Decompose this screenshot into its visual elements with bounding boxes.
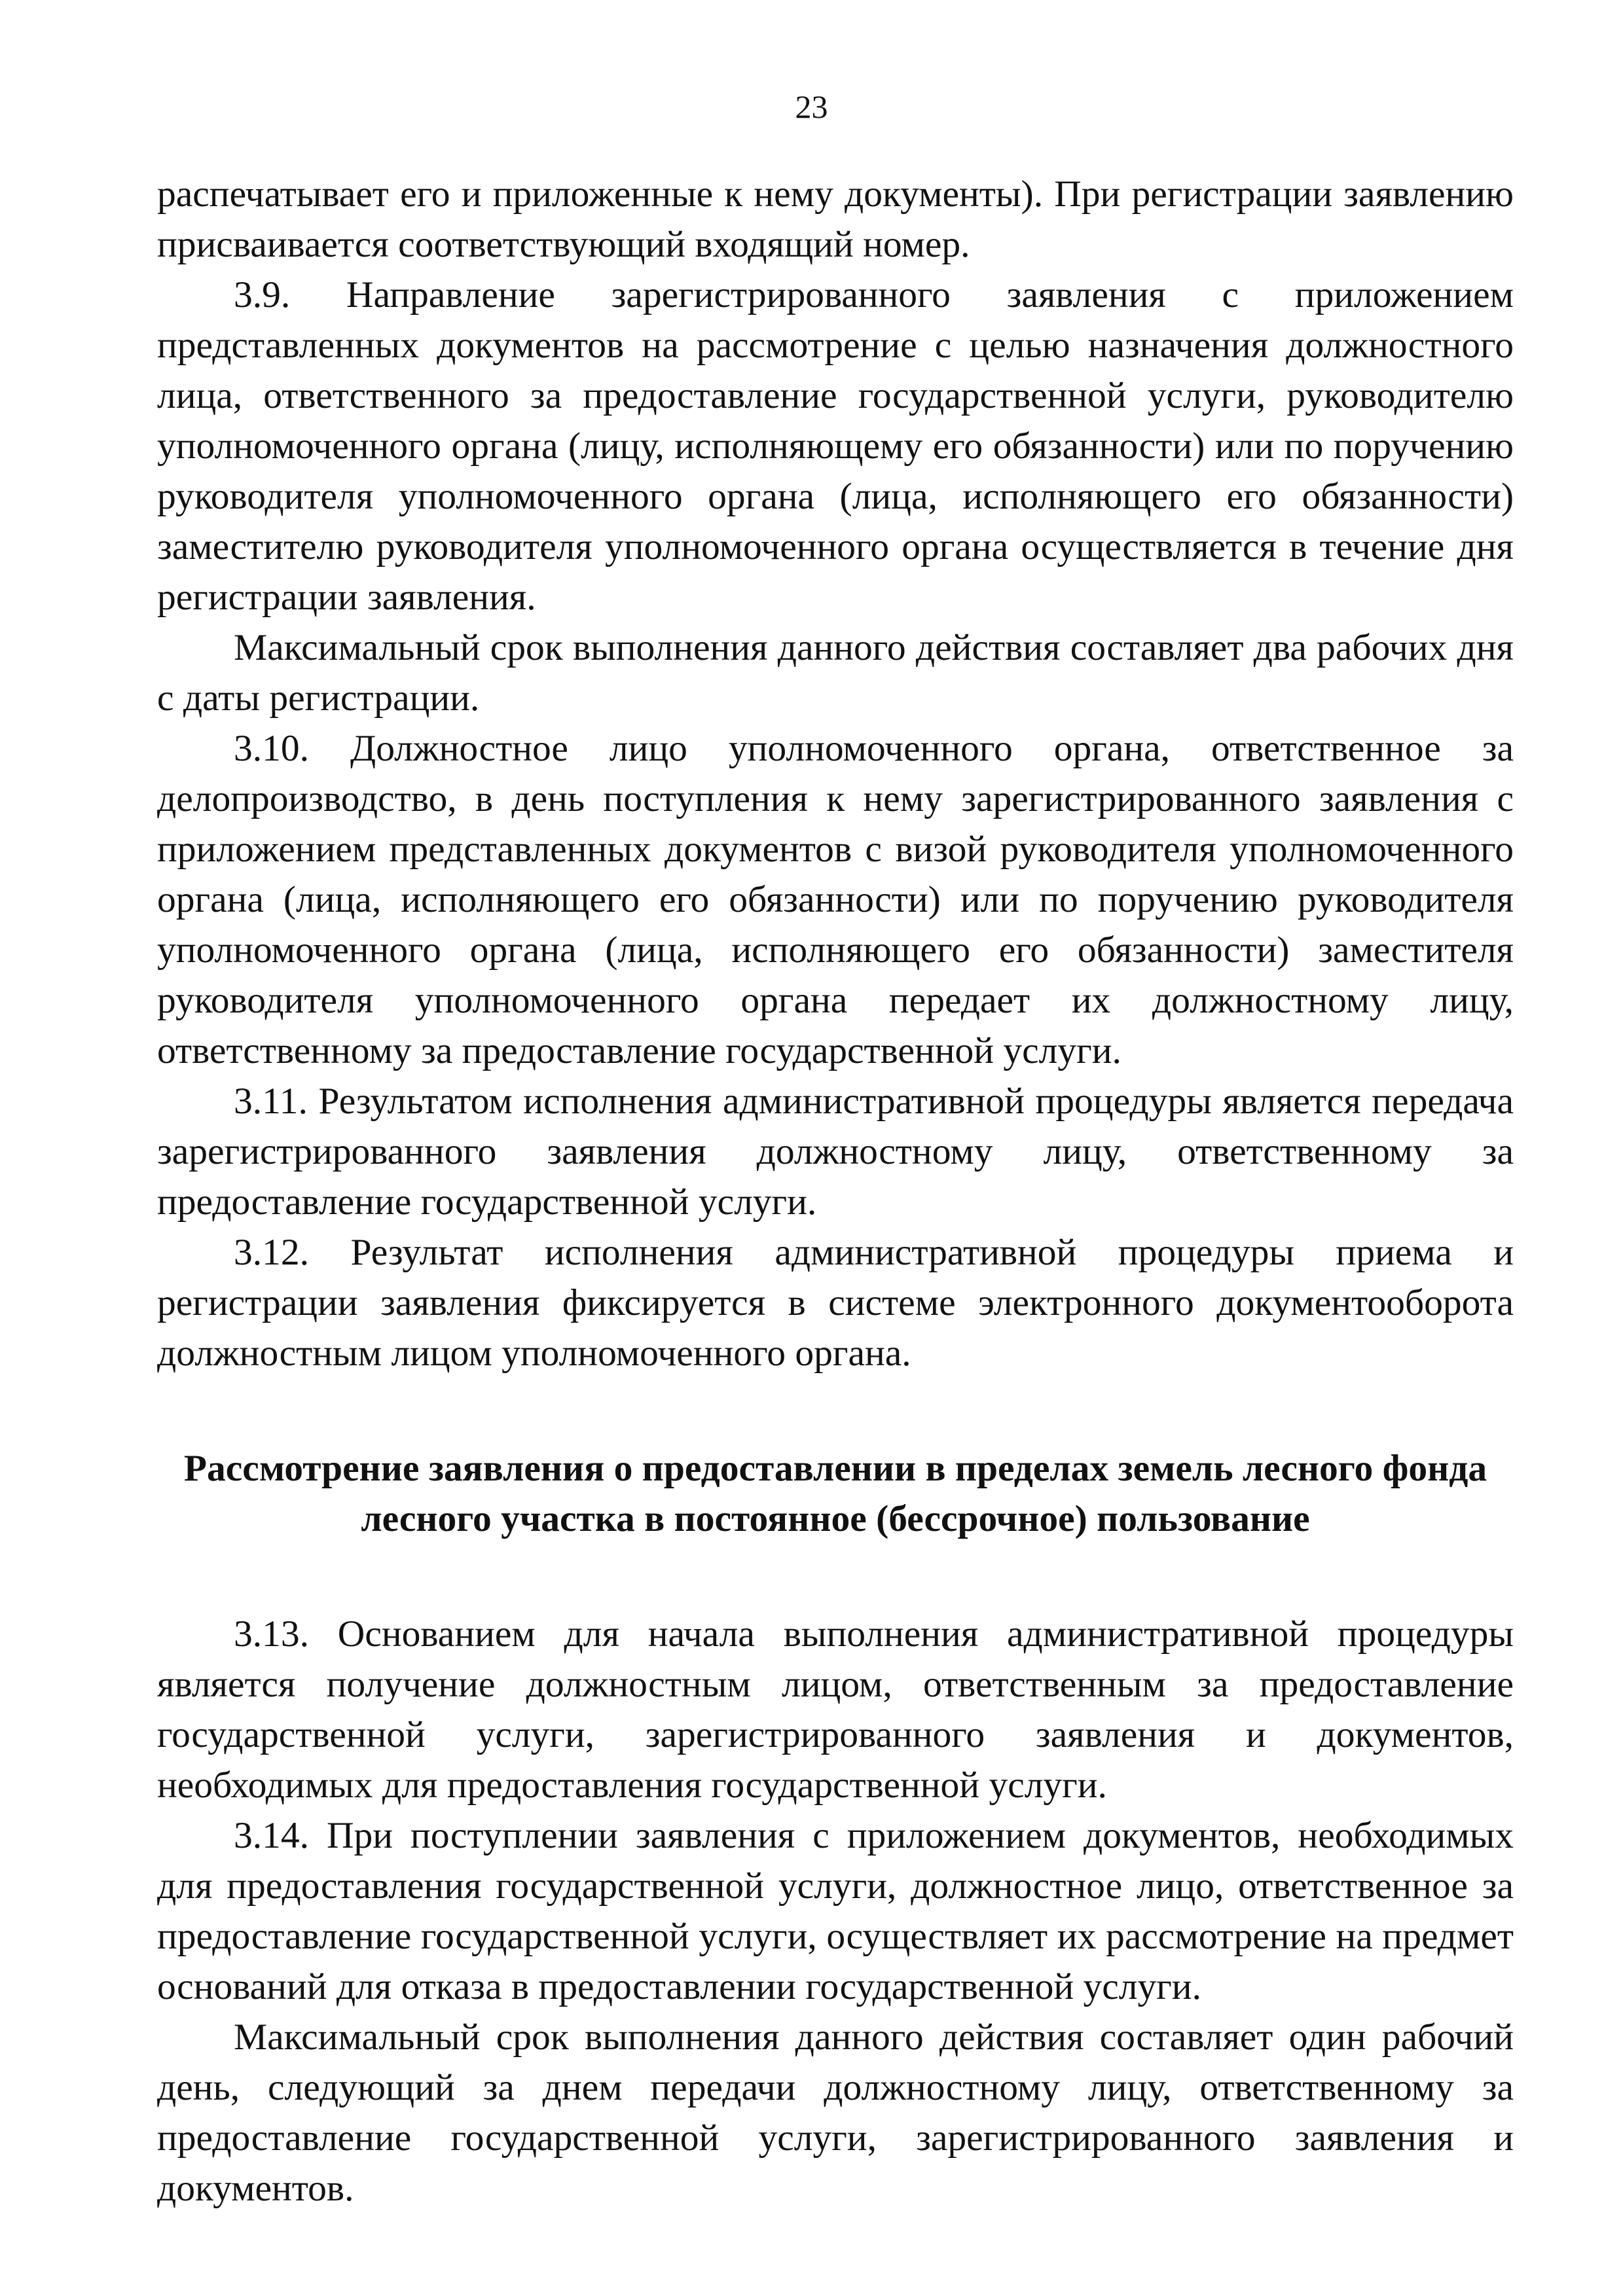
- paragraph-3-9-deadline: Максимальный срок выполнения данного действия составляет два рабочих дня с даты регистрации.: [157, 627, 1514, 719]
- paragraph-3-11: 3.11. Результатом исполнения административной процедуры является передача зарегистрированного заявления должностному лицу, ответственному за предоставление государственной услуги.: [157, 1081, 1514, 1223]
- paragraph-3-9: 3.9. Направление зарегистрированного заявления с приложением представленных документов на рассмотрение с целью назначения должностного лица, ответственного за предоставление государственной услуги, руководителю уполномоченного органа (лицу, исполняющему его обязанности) или по поручению руководителя уполномоченного органа (лица, исполняющего его обязанности) заместителю руководителя уполномоченного органа осуществляется в течение дня регистрации заявления.: [157, 274, 1514, 618]
- section-heading-line-2: лесного участка в постоянное (бессрочное) пользование: [361, 1498, 1310, 1539]
- paragraph-3-14-deadline: Максимальный срок выполнения данного действия составляет один рабочий день, следующий за днем передачи должностному лицу, ответственному за предоставление государственной услуги, зарегистрированного заявления и документов.: [157, 2017, 1514, 2209]
- paragraph-3-13: 3.13. Основанием для начала выполнения административной процедуры является получение должностным лицом, ответственным за предоставление государственной услуги, зарегистрированного заявления и документов, необходимых для предоставления государственной услуги.: [157, 1613, 1514, 1806]
- paragraph-3-14: 3.14. При поступлении заявления с приложением документов, необходимых для предоставления государственной услуги, должностное лицо, ответственное за предоставление государственной услуги, осуществляет их рассмотрение на предмет оснований для отказа в предоставлении государственной услуги.: [157, 1815, 1514, 2007]
- page-number: 23: [795, 88, 828, 125]
- paragraph-3-10: 3.10. Должностное лицо уполномоченного органа, ответственное за делопроизводство, в день поступления к нему зарегистрированного заявления с приложением представленных документов с визой руководителя уполномоченного органа (лица, исполняющего его обязанности) или по поручению руководителя уполномоченного органа (лица, исполняющего его обязанности) заместителя руководителя уполномоченного органа передает их должностному лицу, ответственному за предоставление государственной услуги.: [157, 728, 1514, 1071]
- section-heading-line-1: Рассмотрение заявления о предоставлении в пределах земель лесного фонда: [183, 1448, 1487, 1489]
- section-heading: [157, 1443, 1514, 1544]
- paragraph-3-12: 3.12. Результат исполнения административной процедуры приема и регистрации заявления фиксируется в системе электронного документооборота должностным лицом уполномоченного органа.: [157, 1232, 1514, 1374]
- paragraph-continuation: распечатывает его и приложенные к нему документы). При регистрации заявлению присваивается соответствующий входящий номер.: [157, 173, 1514, 265]
- document-body: [157, 169, 1514, 2214]
